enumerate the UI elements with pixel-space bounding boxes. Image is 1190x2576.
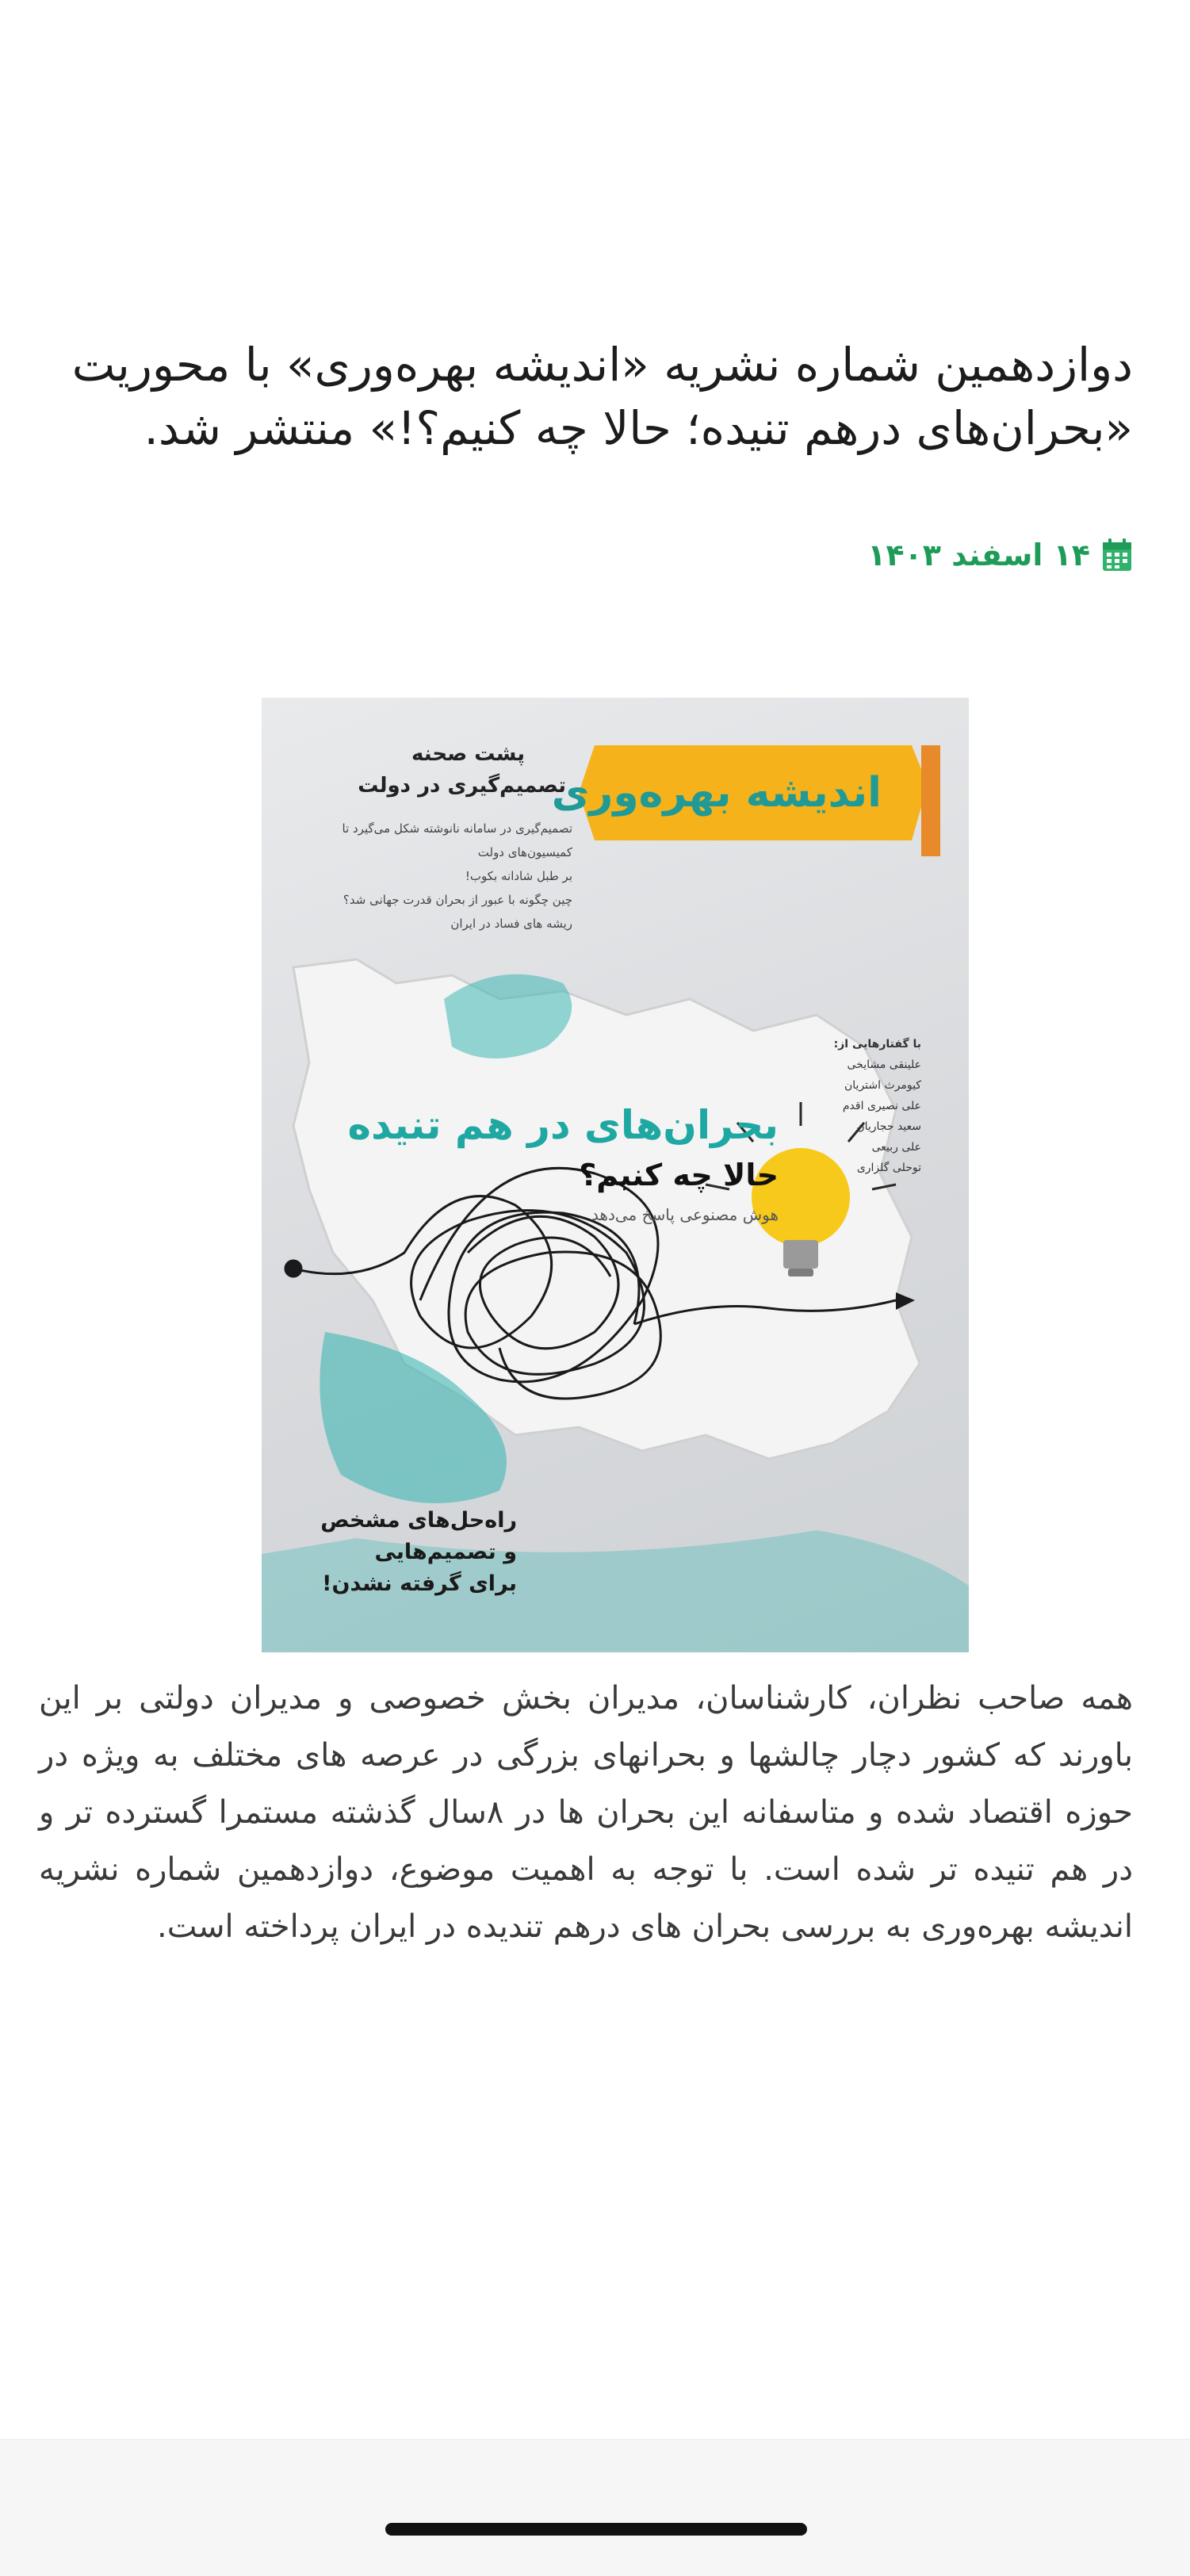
cover-authors: [786, 1034, 921, 1178]
cover-backstage-item: تصمیم‌گیری در سامانه نانوشته شکل می‌گیرد تا کمیسیون‌های دولت: [342, 821, 572, 859]
cover-authors-title: با گفتارهایی از:: [833, 1038, 921, 1051]
cover-backstage-list: [303, 817, 572, 936]
article-title: دوازدهمین شماره نشریه «اندیشه بهره‌وری» با محوریت «بحران‌های درهم تنیده؛ حالا چه کنیم؟!» منتشر شد.: [71, 338, 1133, 455]
cover-bottom-notes: [320, 1505, 517, 1600]
cover-author: علینقی مشایخی: [847, 1058, 921, 1071]
magazine-cover-image: [262, 698, 969, 1652]
cover-backstage-subtitle: تصمیم‌گیری در دولت: [358, 774, 566, 798]
cover-ai-note: هوش مصنوعی پاسخ می‌دهد: [591, 1205, 779, 1224]
cover-author: توحلی گلزاری: [856, 1162, 921, 1174]
cover-author: علی نصیری اقدم: [842, 1100, 921, 1112]
cover-author: سعید حجاریان: [856, 1120, 921, 1133]
cover-author: علی ربیعی: [871, 1141, 921, 1154]
article-body: همه صاحب نظران، کارشناسان، مدیران بخش خصوصی و مدیران دولتی بر این باورند که کشور دچار چالشها و بحرانهای بزرگی در عرصه های مختلف به ویژه در حوزه اقتصاد شده و متاسفانه این بحران ها در ۸سال گذشته مستمرا گسترده تر و در هم تنیده تر شده است. با توجه به اهمیت موضوع، دوازدهمین شماره نشریه اندیشه بهره‌وری به بررسی بحران های درهم تندیده در ایران پرداخته است.: [39, 1680, 1133, 1945]
cover-subheadline: حالا چه کنیم؟: [579, 1158, 779, 1192]
cover-backstage-title: پشت صحنه: [411, 742, 525, 766]
bottom-bar: [0, 2439, 1190, 2576]
article-date-row: [867, 538, 1133, 572]
cover-bottom-note: و تصمیم‌هایی: [374, 1540, 517, 1564]
cover-bottom-note: برای گرفته نشدن!: [322, 1571, 517, 1596]
arrow-head: [896, 1292, 915, 1310]
home-indicator[interactable]: [385, 2523, 807, 2536]
cover-backstage-item: ریشه های فساد در ایران: [450, 917, 572, 931]
article-date: ۱۴ اسفند ۱۴۰۳: [867, 538, 1090, 572]
logo-stripe: [921, 745, 940, 856]
cover-headline: بحران‌های در هم تنیده: [347, 1102, 779, 1148]
calendar-icon: [1101, 538, 1133, 572]
cover-logo-text: اندیشه بهره‌وری: [551, 769, 882, 817]
cover-bottom-note: راه‌حل‌های مشخص: [320, 1508, 517, 1533]
cover-author: کیومرث اشتریان: [844, 1079, 921, 1092]
cover-backstage-item: چین چگونه با عبور از بحران قدرت جهانی شد؟: [342, 893, 572, 907]
cover-backstage-item: بر طبل شادانه بکوب!: [465, 869, 572, 883]
